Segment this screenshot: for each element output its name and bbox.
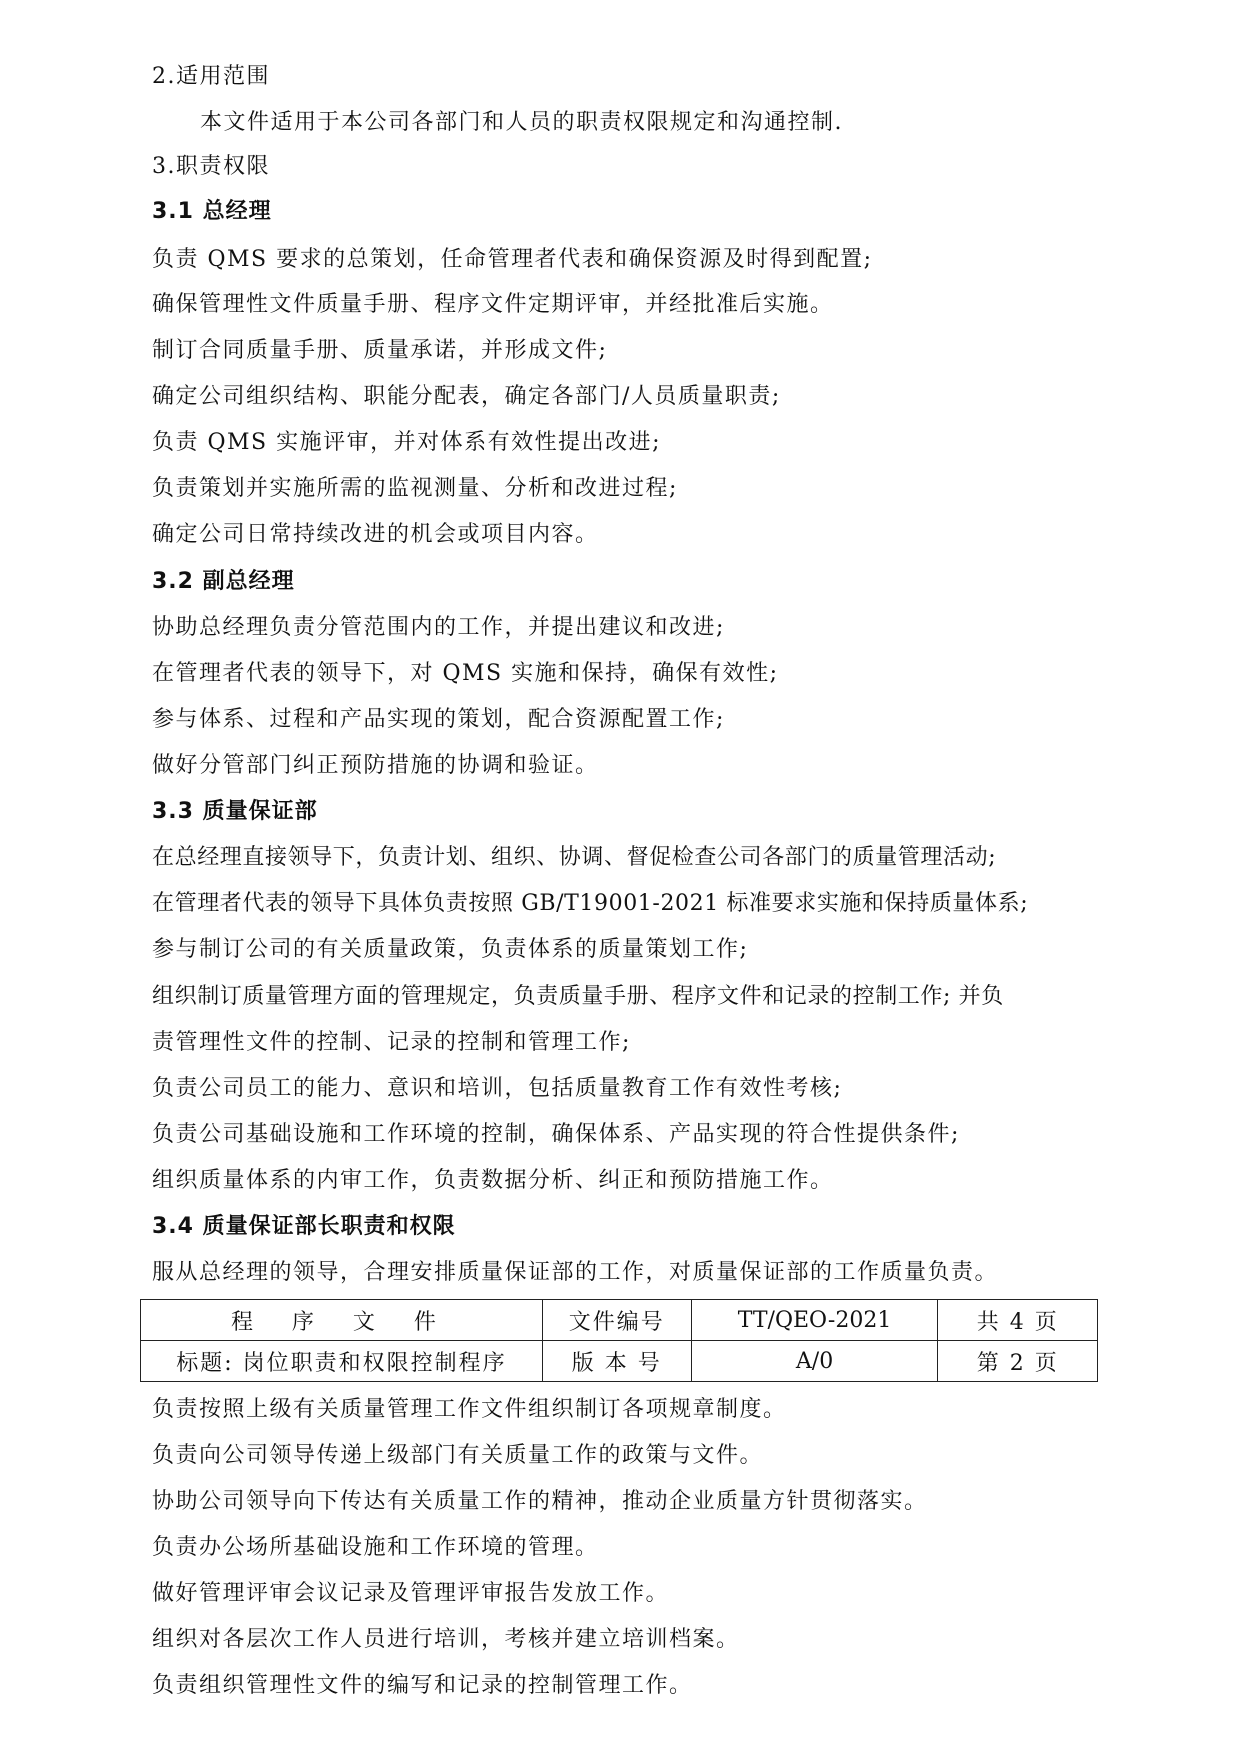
list-item: 负责公司员工的能力、意识和培训，包括质量教育工作有效性考核; (152, 1076, 843, 1101)
section-3-3-title: 3.3 质量保证部 (152, 799, 318, 824)
list-item: 负责公司基础设施和工作环境的控制，确保体系、产品实现的符合性提供条件; (152, 1122, 960, 1147)
list-item: 确保管理性文件质量手册、程序文件定期评审，并经批准后实施。 (152, 292, 834, 317)
list-item: 参与体系、过程和产品实现的策划，配合资源配置工作; (152, 707, 725, 732)
title-cell: 标题: 岗位职责和权限控制程序 (141, 1341, 543, 1382)
list-item: 协助总经理负责分管范围内的工作，并提出建议和改进; (152, 615, 725, 640)
list-item: 在管理者代表的领导下具体负责按照 GB/T19001-2021 标准要求实施和保持质量体系; (152, 891, 1029, 916)
version-label-cell: 版 本 号 (542, 1341, 691, 1382)
section-3-4-title: 3.4 质量保证部长职责和权限 (152, 1214, 456, 1239)
doc-no-label-cell: 文件编号 (542, 1300, 691, 1341)
list-item: 协助公司领导向下传达有关质量工作的精神，推动企业质量方针贯彻落实。 (152, 1489, 928, 1514)
doc-type-cell: 程 序 文 件 (141, 1300, 543, 1341)
table-row (141, 1341, 1098, 1382)
list-item: 做好管理评审会议记录及管理评审报告发放工作。 (152, 1581, 670, 1606)
scope-text: 本文件适用于本公司各部门和人员的职责权限规定和沟通控制. (200, 110, 843, 135)
doc-no-cell: TT/QEO-2021 (691, 1300, 938, 1341)
document-info-table (140, 1299, 1098, 1382)
list-item: 确定公司组织结构、职能分配表，确定各部门/人员质量职责; (152, 384, 781, 409)
section-3-1-title: 3.1 总经理 (152, 199, 272, 224)
list-item: 负责按照上级有关质量管理工作文件组织制订各项规章制度。 (152, 1397, 787, 1422)
table-row (141, 1300, 1098, 1341)
list-item: 确定公司日常持续改进的机会或项目内容。 (152, 522, 599, 547)
page-number-cell: 第 2 页 (938, 1341, 1098, 1382)
list-item: 组织制订质量管理方面的管理规定，负责质量手册、程序文件和记录的控制工作; 并负 (152, 984, 1004, 1009)
list-item: 负责 QMS 要求的总策划，任命管理者代表和确保资源及时得到配置; (152, 247, 873, 272)
list-item: 负责策划并实施所需的监视测量、分析和改进过程; (152, 476, 678, 501)
list-item: 制订合同质量手册、质量承诺，并形成文件; (152, 338, 608, 363)
section-3-2-title: 3.2 副总经理 (152, 569, 295, 594)
version-cell: A/0 (691, 1341, 938, 1382)
list-item: 在管理者代表的领导下，对 QMS 实施和保持，确保有效性; (152, 661, 779, 686)
list-item: 做好分管部门纠正预防措施的协调和验证。 (152, 753, 599, 778)
list-item: 负责向公司领导传递上级部门有关质量工作的政策与文件。 (152, 1443, 764, 1468)
list-item: 在总经理直接领导下，负责计划、组织、协调、督促检查公司各部门的质量管理活动; (152, 845, 997, 870)
duties-title: 3.职责权限 (152, 154, 270, 179)
list-item: 组织对各层次工作人员进行培训，考核并建立培训档案。 (152, 1627, 740, 1652)
list-item: 负责组织管理性文件的编写和记录的控制管理工作。 (152, 1673, 693, 1698)
list-item: 服从总经理的领导，合理安排质量保证部的工作，对质量保证部的工作质量负责。 (152, 1260, 999, 1285)
list-item: 负责办公场所基础设施和工作环境的管理。 (152, 1535, 599, 1560)
list-item: 责管理性文件的控制、记录的控制和管理工作; (152, 1030, 631, 1055)
list-item: 组织质量体系的内审工作，负责数据分析、纠正和预防措施工作。 (152, 1168, 834, 1193)
total-pages-cell: 共 4 页 (938, 1300, 1098, 1341)
scope-title: 2.适用范围 (152, 64, 270, 89)
list-item: 参与制订公司的有关质量政策，负责体系的质量策划工作; (152, 937, 749, 962)
list-item: 负责 QMS 实施评审，并对体系有效性提出改进; (152, 430, 662, 455)
